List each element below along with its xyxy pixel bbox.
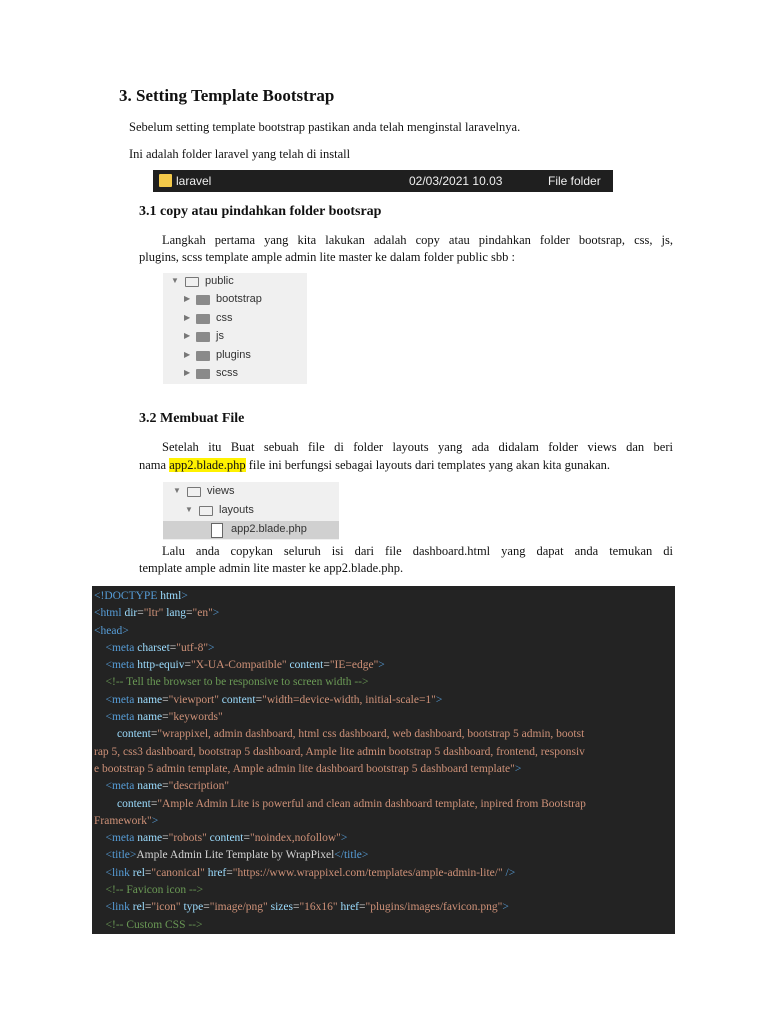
caret-down-icon: ▼: [185, 505, 193, 514]
code-line: [92, 796, 675, 813]
code-token: [94, 780, 106, 792]
code-token: <meta: [105, 832, 138, 845]
code-token: [94, 832, 106, 844]
code-token: content: [289, 659, 324, 672]
code-token: dir: [124, 607, 138, 620]
tree-item-css[interactable]: [163, 310, 307, 328]
code-token: <title>: [105, 849, 137, 862]
code-token: "ltr": [143, 607, 164, 620]
code-token: =: [150, 728, 158, 741]
section-heading: 3. Setting Template Bootstrap: [119, 86, 335, 105]
code-line: [92, 813, 675, 830]
code-token: =: [243, 832, 250, 845]
code-token: <!-- Favicon icon -->: [105, 884, 204, 897]
code-token: content: [117, 797, 151, 810]
code-token: "icon": [151, 901, 181, 914]
code-token: html: [160, 590, 182, 602]
code-token: content: [117, 728, 151, 741]
tree-label: css: [216, 312, 233, 324]
code-token: <!-- Custom CSS -->: [105, 918, 203, 931]
code-token: >: [378, 659, 385, 672]
code-token: <meta: [105, 693, 138, 706]
code-token: <meta: [105, 659, 138, 672]
tree-root-public[interactable]: [163, 273, 307, 291]
code-token: =: [162, 693, 169, 706]
code-token: "X-UA-Compatible": [191, 659, 287, 672]
code-token: "viewport": [168, 693, 219, 706]
code-token: >: [340, 832, 348, 845]
tree-label: plugins: [216, 349, 251, 361]
tree-item-plugins[interactable]: [163, 347, 307, 365]
code-token: =: [162, 711, 169, 724]
code-token: =: [162, 832, 169, 845]
tree-item-bootstrap[interactable]: [163, 291, 307, 309]
code-token: />: [505, 866, 516, 879]
code-token: =: [186, 607, 193, 620]
code-token: =: [292, 901, 300, 914]
tree-item-scss[interactable]: [163, 365, 307, 383]
code-token: <!-- Tell the browser to be responsive to screen width -->: [105, 676, 369, 689]
tree-label: app2.blade.php: [231, 523, 307, 535]
code-token: name: [137, 832, 163, 845]
tree-item-layouts[interactable]: [163, 502, 339, 520]
code-token: <meta: [105, 780, 138, 793]
intro-text: Sebelum setting template bootstrap pastikan anda telah menginstal laravelnya.: [129, 120, 521, 134]
code-line: [92, 709, 675, 726]
folder-type: File folder: [548, 174, 601, 188]
code-token: "plugins/images/favicon.png": [365, 901, 503, 914]
folder-icon: [196, 351, 210, 361]
code-token: =: [137, 607, 144, 620]
tree-item-app2-blade[interactable]: [163, 521, 339, 539]
code-line: [92, 744, 675, 761]
code-token: name: [137, 711, 163, 724]
code-token: href: [340, 901, 359, 914]
folder-icon: [196, 332, 210, 342]
code-line: [92, 761, 675, 778]
code-token: "utf-8": [176, 641, 209, 654]
folder-icon: [196, 369, 210, 379]
code-line: [92, 692, 675, 709]
code-token: =: [144, 866, 152, 879]
code-token: [94, 659, 106, 671]
code-token: =: [359, 901, 366, 914]
code-token: >: [181, 590, 188, 602]
code-token: <!DOCTYPE: [94, 590, 161, 602]
code-token: "canonical": [151, 866, 205, 879]
tree-item-js[interactable]: [163, 328, 307, 346]
code-token: "image/png": [209, 901, 268, 914]
text-fragment: nama: [139, 458, 170, 472]
code-token: <link: [105, 901, 133, 914]
code-token: "robots": [168, 832, 207, 845]
code-token: sizes: [270, 901, 293, 914]
caret-right-icon: ▶: [184, 331, 191, 340]
code-token: [94, 884, 106, 896]
code-token: >: [514, 762, 522, 775]
folder-open-icon: [187, 487, 201, 497]
code-token: [94, 728, 117, 740]
tree-root-views[interactable]: [163, 483, 339, 501]
code-token: >: [502, 901, 509, 914]
code-token: [94, 867, 106, 879]
caret-right-icon: ▶: [184, 368, 191, 377]
code-token: =: [323, 659, 330, 672]
code-token: [94, 901, 106, 913]
caret-down-icon: ▼: [171, 276, 179, 285]
code-token: >: [208, 641, 215, 654]
highlighted-filename: app2.blade.php: [169, 458, 246, 472]
folder-date: 02/03/2021 10.03: [409, 174, 503, 188]
code-line: [92, 726, 675, 743]
code-line: [92, 847, 675, 864]
code-line: [92, 657, 675, 674]
code-line: [92, 640, 675, 657]
code-line: [92, 623, 675, 640]
code-token: "wrappixel, admin dashboard, html css dashboard, web dashboard, bootstrap 5 admin, bootst: [157, 728, 585, 741]
section2-p2-line-2: template ample admin lite master ke app2.blade.php.: [139, 561, 404, 575]
tree-label: layouts: [219, 504, 254, 516]
folder-name: laravel: [176, 174, 212, 188]
code-token: rel: [132, 901, 145, 914]
code-token: href: [207, 866, 227, 879]
code-token: >: [435, 693, 443, 706]
code-token: </title>: [334, 849, 369, 862]
folder-icon: [159, 174, 172, 187]
caret-down-icon: ▼: [173, 486, 181, 495]
text-fragment: file ini berfungsi sebagai layouts dari templates yang akan kita gunakan.: [245, 458, 611, 472]
section1-line-2: plugins, scss template ample admin lite master ke dalam folder public sbb :: [139, 250, 515, 264]
code-token: lang: [166, 607, 187, 620]
code-token: name: [137, 693, 163, 706]
code-token: type: [183, 901, 204, 914]
explorer-folder-row[interactable]: [153, 170, 613, 192]
subsection-title-1: 3.1 copy atau pindahkan folder bootsrap: [139, 204, 382, 219]
code-token: >: [212, 607, 220, 620]
views-folder-tree: [163, 482, 339, 540]
caret-right-icon: ▶: [184, 350, 191, 359]
code-token: charset: [137, 641, 170, 654]
code-token: <meta: [105, 711, 138, 724]
code-token: "noindex,nofollow": [250, 832, 341, 845]
code-token: content: [221, 693, 256, 706]
section2-p2-line-1: Lalu anda copykan seluruh isi dari file dashboard.html yang dapat anda temukan di: [162, 544, 673, 558]
code-token: "width=device-width, initial-scale=1": [262, 693, 436, 706]
code-token: rap 5, css3 dashboard, bootstrap 5 dashboard, Ample lite admin bootstrap 5 dashboard, frontend, responsiv: [94, 745, 585, 758]
tree-label: scss: [216, 367, 238, 379]
code-token: "en": [192, 607, 213, 620]
code-token: rel: [132, 866, 145, 879]
code-token: [94, 849, 106, 861]
section2-line-1: Setelah itu Buat sebuah file di folder layouts yang ada didalam folder views dan beri: [162, 440, 673, 454]
code-line: [92, 917, 675, 934]
code-line: [92, 778, 675, 795]
code-token: http-equiv: [137, 659, 185, 672]
code-token: <meta: [105, 641, 138, 654]
code-token: =: [169, 641, 177, 654]
code-token: name: [137, 780, 163, 793]
folder-open-icon: [185, 277, 199, 287]
folder-icon: [196, 314, 210, 324]
code-token: <html: [94, 607, 125, 620]
code-token: Framework": [94, 814, 152, 827]
code-token: <head>: [94, 624, 129, 637]
code-token: [94, 694, 106, 706]
code-token: >: [151, 814, 159, 827]
code-token: "16x16": [299, 901, 338, 914]
code-line: [92, 830, 675, 847]
public-folder-tree: [163, 273, 307, 384]
code-token: =: [162, 780, 169, 793]
code-token: [94, 798, 117, 810]
code-line: [92, 899, 675, 916]
code-token: Ample Admin Lite Template by WrapPixel: [136, 849, 335, 862]
code-token: content: [209, 832, 244, 845]
code-token: =: [150, 797, 158, 810]
tree-label: public: [205, 275, 234, 287]
subsection-title-2: 3.2 Membuat File: [139, 411, 245, 426]
code-token: =: [203, 901, 210, 914]
code-token: =: [255, 693, 263, 706]
code-token: "https://www.wrappixel.com/templates/ample-admin-lite/": [232, 866, 503, 879]
tree-label: bootstrap: [216, 293, 262, 305]
caret-right-icon: ▶: [184, 294, 191, 303]
code-token: [94, 642, 106, 654]
code-token: "Ample Admin Lite is powerful and clean admin dashboard template, inpired from Bootstrap: [157, 797, 586, 810]
section2-line-2: [139, 456, 679, 474]
tree-label: js: [216, 330, 224, 342]
code-token: =: [144, 901, 152, 914]
code-token: [94, 676, 106, 688]
code-block: [92, 586, 675, 934]
code-token: <link: [105, 866, 133, 879]
code-line: [92, 674, 675, 691]
code-token: "description": [168, 780, 230, 793]
folder-note: Ini adalah folder laravel yang telah di install: [129, 147, 351, 161]
tree-label: views: [207, 485, 235, 497]
folder-icon: [196, 295, 210, 305]
code-line: [92, 605, 675, 622]
caret-right-icon: ▶: [184, 313, 191, 322]
code-line: [92, 588, 675, 605]
code-token: [94, 919, 106, 931]
code-token: "IE=edge": [329, 659, 379, 672]
code-line: [92, 865, 675, 882]
code-token: [94, 711, 106, 723]
folder-open-icon: [199, 506, 213, 516]
code-token: "keywords": [168, 711, 223, 724]
code-token: =: [226, 866, 233, 879]
code-line: [92, 882, 675, 899]
section1-line-1: Langkah pertama yang kita lakukan adalah copy atau pindahkan folder bootsrap, css, js,: [162, 233, 673, 247]
code-token: e bootstrap 5 admin template, Ample admin lite dashboard bootstrap 5 dashboard template": [94, 762, 515, 775]
code-token: =: [184, 659, 191, 672]
file-icon: [211, 523, 223, 538]
